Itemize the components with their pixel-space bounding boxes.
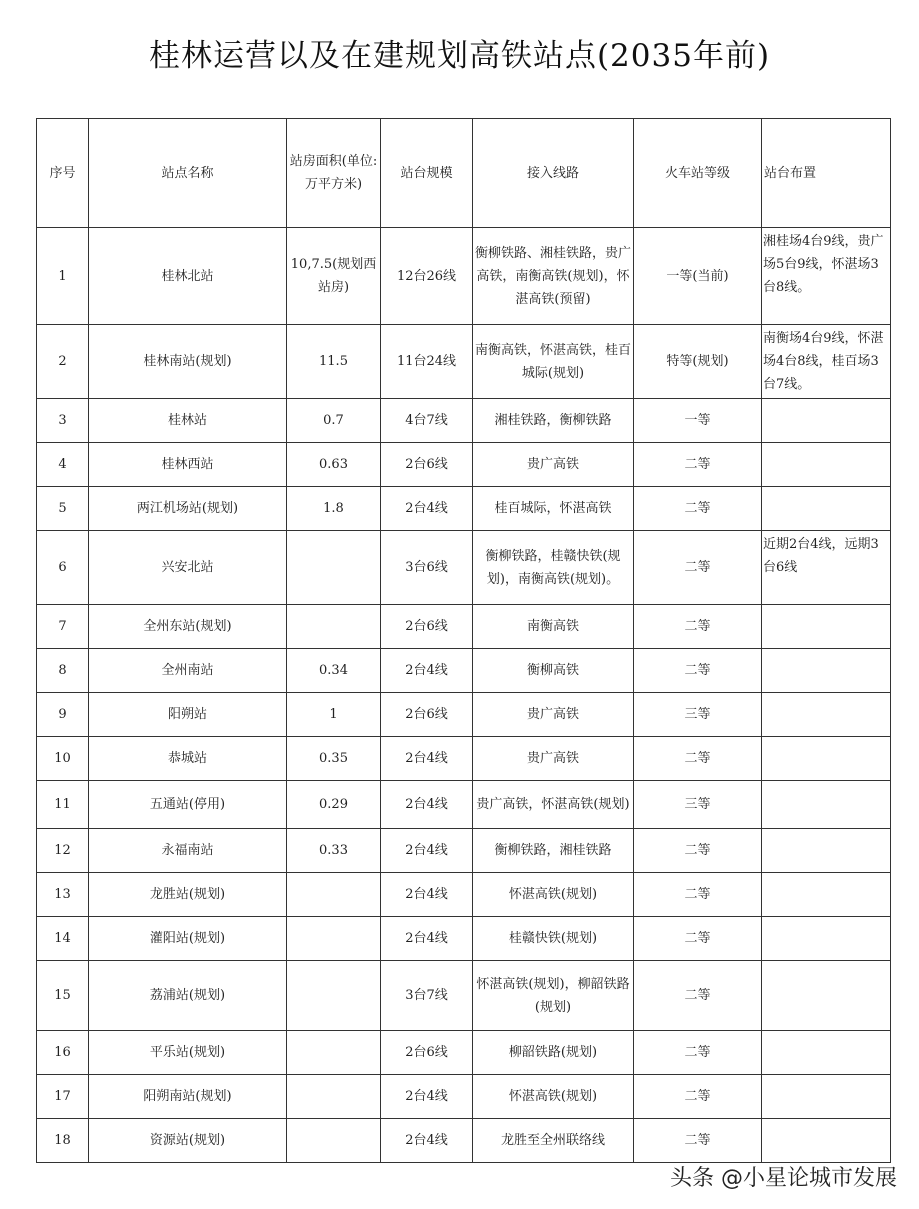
cell-lines: 贵广高铁 (473, 737, 634, 781)
table-row (37, 531, 891, 605)
cell-no: 17 (37, 1075, 89, 1119)
cell-name: 平乐站(规划) (89, 1031, 287, 1075)
cell-lines: 贵广高铁，怀湛高铁(规划) (473, 781, 634, 829)
cell-area (287, 961, 381, 1031)
cell-platform: 2台4线 (381, 1119, 473, 1163)
cell-grade: 二等 (634, 737, 762, 781)
table-row (37, 737, 891, 781)
cell-area (287, 1031, 381, 1075)
stations-table (36, 118, 891, 1163)
cell-name: 全州东站(规划) (89, 605, 287, 649)
header-grade: 火车站等级 (634, 119, 762, 228)
cell-area: 0.34 (287, 649, 381, 693)
cell-platform: 2台6线 (381, 1031, 473, 1075)
cell-name: 桂林南站(规划) (89, 325, 287, 399)
table-row (37, 873, 891, 917)
cell-layout (762, 781, 891, 829)
cell-grade: 二等 (634, 443, 762, 487)
cell-no: 8 (37, 649, 89, 693)
cell-no: 7 (37, 605, 89, 649)
cell-grade: 二等 (634, 917, 762, 961)
cell-layout (762, 829, 891, 873)
cell-grade: 二等 (634, 1031, 762, 1075)
cell-no: 18 (37, 1119, 89, 1163)
table-row (37, 917, 891, 961)
cell-area (287, 605, 381, 649)
cell-platform: 2台4线 (381, 829, 473, 873)
cell-platform: 2台4线 (381, 1075, 473, 1119)
cell-layout (762, 917, 891, 961)
cell-lines: 衡柳铁路、湘桂铁路，贵广高铁，南衡高铁(规划)，怀湛高铁(预留) (473, 228, 634, 325)
cell-layout (762, 961, 891, 1031)
cell-lines: 衡柳高铁 (473, 649, 634, 693)
cell-area (287, 1119, 381, 1163)
header-no: 序号 (37, 119, 89, 228)
cell-layout (762, 443, 891, 487)
cell-no: 2 (37, 325, 89, 399)
cell-no: 14 (37, 917, 89, 961)
cell-no: 9 (37, 693, 89, 737)
cell-layout (762, 693, 891, 737)
cell-grade: 三等 (634, 781, 762, 829)
cell-layout (762, 605, 891, 649)
cell-platform: 11台24线 (381, 325, 473, 399)
cell-lines: 桂赣快铁(规划) (473, 917, 634, 961)
cell-platform: 2台6线 (381, 605, 473, 649)
cell-grade: 特等(规划) (634, 325, 762, 399)
cell-area (287, 531, 381, 605)
table-row (37, 487, 891, 531)
table-row (37, 325, 891, 399)
cell-lines: 桂百城际，怀湛高铁 (473, 487, 634, 531)
cell-no: 6 (37, 531, 89, 605)
cell-name: 五通站(停用) (89, 781, 287, 829)
cell-area (287, 917, 381, 961)
table-row (37, 649, 891, 693)
cell-no: 15 (37, 961, 89, 1031)
cell-platform: 3台7线 (381, 961, 473, 1031)
cell-platform: 2台6线 (381, 443, 473, 487)
cell-grade: 一等(当前) (634, 228, 762, 325)
cell-lines: 怀湛高铁(规划)，柳韶铁路(规划) (473, 961, 634, 1031)
cell-platform: 2台4线 (381, 737, 473, 781)
cell-no: 4 (37, 443, 89, 487)
table-row (37, 399, 891, 443)
cell-platform: 2台4线 (381, 487, 473, 531)
cell-grade: 二等 (634, 487, 762, 531)
cell-layout: 近期2台4线，远期3台6线 (762, 531, 891, 605)
table-row (37, 228, 891, 325)
cell-grade: 一等 (634, 399, 762, 443)
cell-lines: 衡柳铁路，湘桂铁路 (473, 829, 634, 873)
cell-area: 0.33 (287, 829, 381, 873)
table-row (37, 781, 891, 829)
cell-platform: 2台4线 (381, 917, 473, 961)
cell-area: 1.8 (287, 487, 381, 531)
cell-area: 10,7.5(规划西站房) (287, 228, 381, 325)
cell-lines: 湘桂铁路，衡柳铁路 (473, 399, 634, 443)
cell-name: 永福南站 (89, 829, 287, 873)
cell-platform: 12台26线 (381, 228, 473, 325)
cell-grade: 二等 (634, 605, 762, 649)
cell-grade: 二等 (634, 649, 762, 693)
cell-layout (762, 399, 891, 443)
table-row (37, 693, 891, 737)
cell-no: 10 (37, 737, 89, 781)
cell-area: 11.5 (287, 325, 381, 399)
cell-area: 0.63 (287, 443, 381, 487)
cell-name: 阳朔站 (89, 693, 287, 737)
cell-grade: 三等 (634, 693, 762, 737)
cell-name: 桂林北站 (89, 228, 287, 325)
cell-lines: 贵广高铁 (473, 693, 634, 737)
cell-lines: 怀湛高铁(规划) (473, 873, 634, 917)
cell-platform: 2台4线 (381, 781, 473, 829)
cell-layout (762, 873, 891, 917)
cell-no: 13 (37, 873, 89, 917)
cell-lines: 贵广高铁 (473, 443, 634, 487)
cell-grade: 二等 (634, 873, 762, 917)
cell-area: 0.7 (287, 399, 381, 443)
table-row (37, 1075, 891, 1119)
cell-no: 3 (37, 399, 89, 443)
cell-layout (762, 487, 891, 531)
table-row (37, 829, 891, 873)
cell-lines: 衡柳铁路，桂赣快铁(规划)，南衡高铁(规划)。 (473, 531, 634, 605)
table-row (37, 961, 891, 1031)
cell-area (287, 1075, 381, 1119)
table-row (37, 1119, 891, 1163)
cell-name: 灌阳站(规划) (89, 917, 287, 961)
header-name: 站点名称 (89, 119, 287, 228)
cell-no: 5 (37, 487, 89, 531)
cell-name: 龙胜站(规划) (89, 873, 287, 917)
cell-name: 资源站(规划) (89, 1119, 287, 1163)
cell-layout (762, 1075, 891, 1119)
cell-name: 恭城站 (89, 737, 287, 781)
header-area: 站房面积(单位: 万平方米) (287, 119, 381, 228)
cell-name: 兴安北站 (89, 531, 287, 605)
cell-lines: 龙胜至全州联络线 (473, 1119, 634, 1163)
cell-platform: 4台7线 (381, 399, 473, 443)
cell-layout (762, 649, 891, 693)
cell-no: 11 (37, 781, 89, 829)
cell-area (287, 873, 381, 917)
cell-area: 0.29 (287, 781, 381, 829)
cell-no: 12 (37, 829, 89, 873)
cell-lines: 怀湛高铁(规划) (473, 1075, 634, 1119)
cell-platform: 3台6线 (381, 531, 473, 605)
table-row (37, 605, 891, 649)
cell-layout (762, 1119, 891, 1163)
cell-no: 16 (37, 1031, 89, 1075)
cell-lines: 柳韶铁路(规划) (473, 1031, 634, 1075)
cell-platform: 2台6线 (381, 693, 473, 737)
cell-area: 1 (287, 693, 381, 737)
header-lines: 接入线路 (473, 119, 634, 228)
cell-layout (762, 737, 891, 781)
cell-platform: 2台4线 (381, 873, 473, 917)
cell-grade: 二等 (634, 1075, 762, 1119)
cell-no: 1 (37, 228, 89, 325)
cell-grade: 二等 (634, 531, 762, 605)
cell-layout: 湘桂场4台9线，贵广场5台9线，怀湛场3台8线。 (762, 228, 891, 325)
page-title: 桂林运营以及在建规划高铁站点(2035年前) (148, 38, 771, 74)
cell-name: 两江机场站(规划) (89, 487, 287, 531)
watermark: 头条 @小星论城市发展 (670, 1166, 897, 1191)
header-layout: 站台布置 (762, 119, 891, 228)
cell-layout (762, 1031, 891, 1075)
header-platform: 站台规模 (381, 119, 473, 228)
table-row (37, 443, 891, 487)
cell-name: 阳朔南站(规划) (89, 1075, 287, 1119)
cell-grade: 二等 (634, 1119, 762, 1163)
table-row (37, 1031, 891, 1075)
cell-lines: 南衡高铁 (473, 605, 634, 649)
cell-lines: 南衡高铁，怀湛高铁，桂百城际(规划) (473, 325, 634, 399)
cell-name: 桂林站 (89, 399, 287, 443)
cell-grade: 二等 (634, 829, 762, 873)
cell-name: 荔浦站(规划) (89, 961, 287, 1031)
cell-layout: 南衡场4台9线，怀湛场4台8线，桂百场3台7线。 (762, 325, 891, 399)
cell-name: 桂林西站 (89, 443, 287, 487)
header-row (37, 119, 891, 228)
cell-name: 全州南站 (89, 649, 287, 693)
cell-platform: 2台4线 (381, 649, 473, 693)
cell-grade: 二等 (634, 961, 762, 1031)
cell-area: 0.35 (287, 737, 381, 781)
